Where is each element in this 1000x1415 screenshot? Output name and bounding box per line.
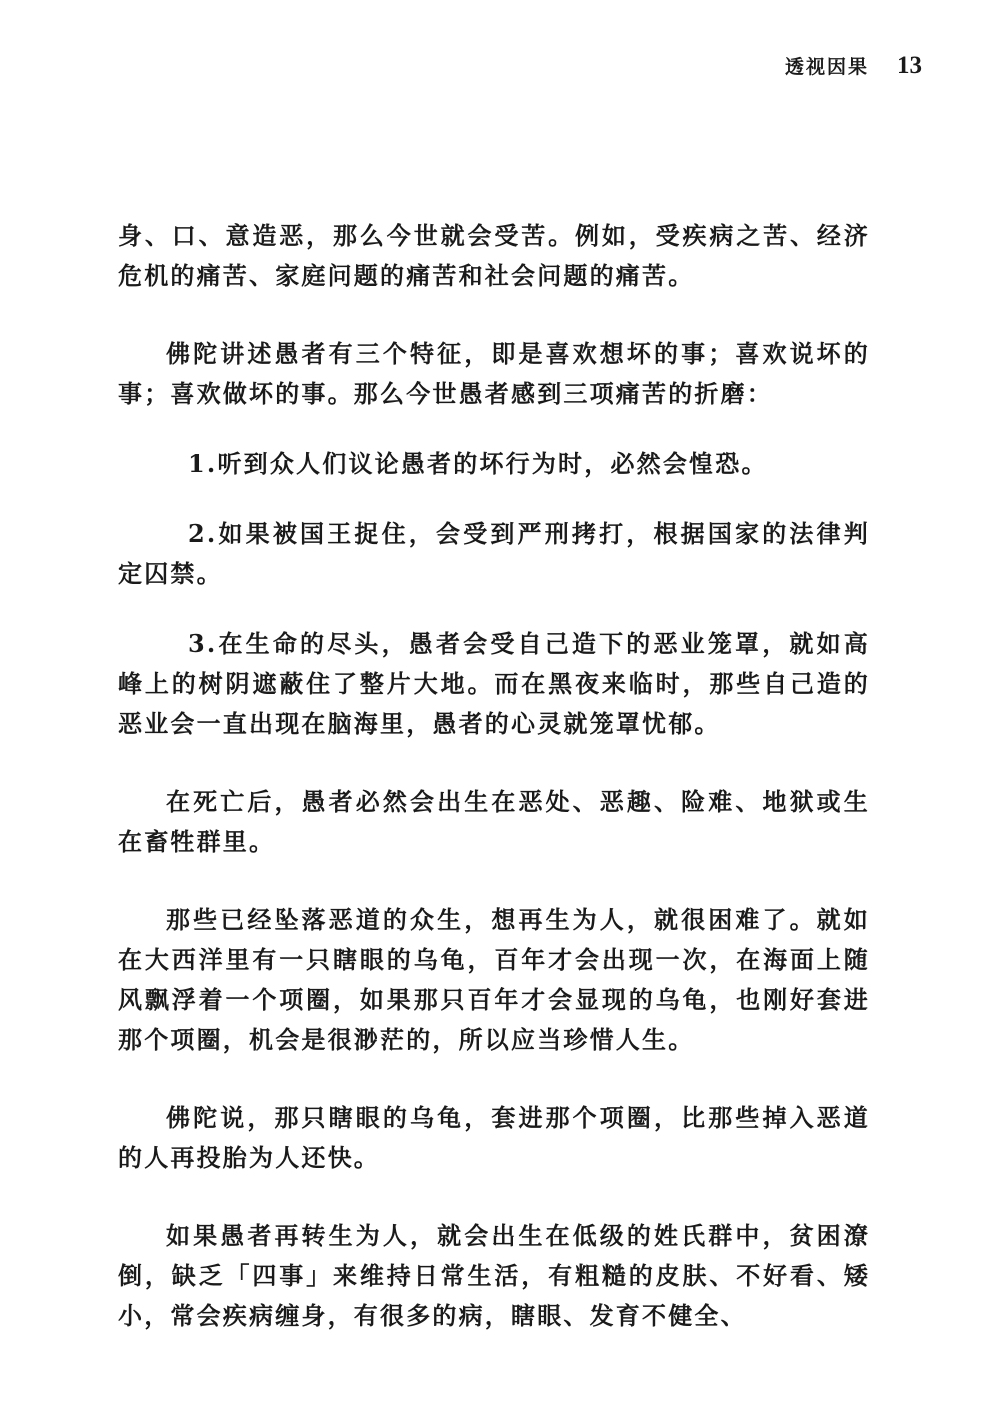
page-number: 13 xyxy=(897,52,922,79)
body-text xyxy=(118,216,870,1336)
list-item: 1.听到众人们议论愚者的坏行为时，必然会惶恐。 xyxy=(188,449,768,478)
paragraph: 如果愚者再转生为人，就会出生在低级的姓氏群中，贫困潦倒，缺乏「四事」来维持日常生活，有粗糙的皮肤、不好看、矮小，常会疾病缠身，有很多的病，瞎眼、发育不健全、 xyxy=(118,1221,870,1330)
list-item: 3.在生命的尽头，愚者会受自己造下的恶业笼罩，就如高峰上的树阴遮蔽住了整片大地。而在黑夜来临时，那些自己造的恶业会一直出现在脑海里，愚者的心灵就笼罩忧郁。 xyxy=(118,629,870,738)
paragraph: 身、口、意造恶，那么今世就会受苦。例如，受疾病之苦、经济危机的痛苦、家庭问题的痛苦和社会问题的痛苦。 xyxy=(118,221,870,290)
list-item: 2.如果被国王捉住，会受到严刑拷打，根据国家的法律判定囚禁。 xyxy=(118,519,870,588)
running-head xyxy=(785,52,922,80)
paragraph: 在死亡后，愚者必然会出生在恶处、恶趣、险难、地狱或生在畜牲群里。 xyxy=(118,787,870,856)
paragraph: 那些已经坠落恶道的众生，想再生为人，就很困难了。就如在大西洋里有一只瞎眼的乌龟，百年才会出现一次，在海面上随风飘浮着一个项圈，如果那只百年才会显现的乌龟，也刚好套进那个项圈，机会是很渺茫的，所以应当珍惜人生。 xyxy=(118,905,870,1054)
paragraph: 佛陀讲述愚者有三个特征，即是喜欢想坏的事；喜欢说坏的事；喜欢做坏的事。那么今世愚者感到三项痛苦的折磨： xyxy=(118,339,870,408)
paragraph: 佛陀说，那只瞎眼的乌龟，套进那个项圈，比那些掉入恶道的人再投胎为人还快。 xyxy=(118,1103,870,1172)
running-title: 透视因果 xyxy=(784,56,869,78)
